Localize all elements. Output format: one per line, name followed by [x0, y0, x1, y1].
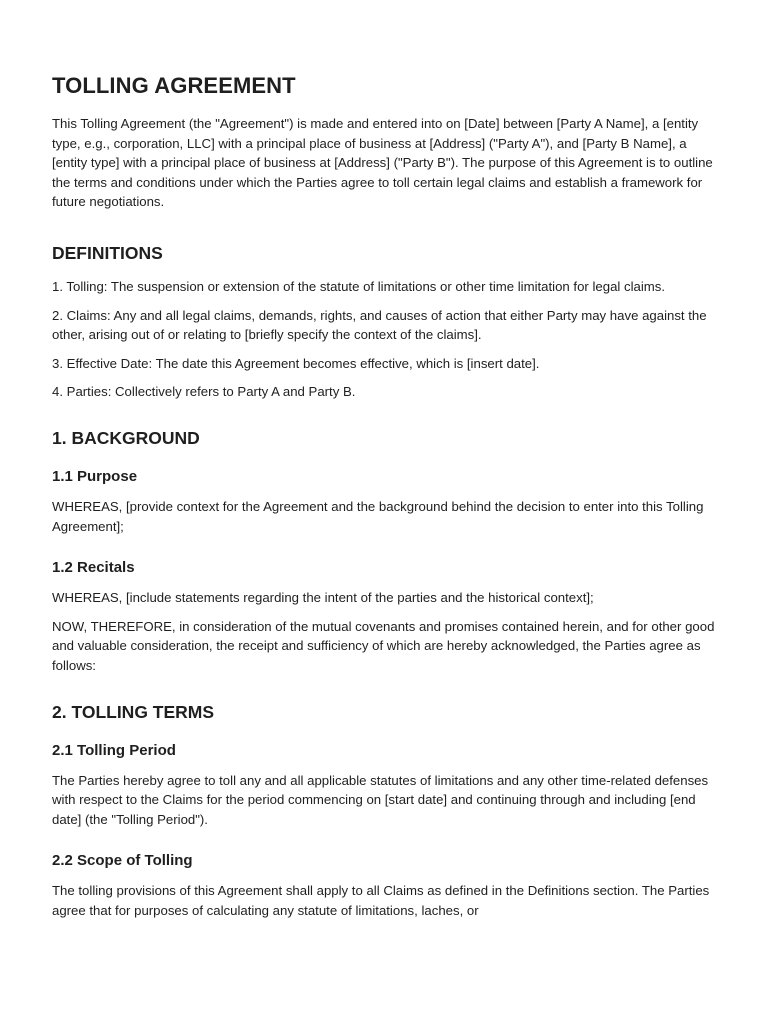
definitions-heading: DEFINITIONS [52, 242, 163, 263]
tolling-terms-heading: 2. TOLLING TERMS [52, 701, 215, 722]
definition-item: 2. Claims: Any and all legal claims, demands, rights, and causes of action that either Party may have against the other, arising out of or relating to [briefly specify the context of the claims]. [52, 307, 707, 343]
recitals-heading: 1.2 Recitals [52, 559, 135, 577]
scope-heading: 2.2 Scope of Tolling [52, 852, 193, 870]
scope-paragraph: The tolling provisions of this Agreement shall apply to all Claims as defined in the Definitions section. The Parties agree that for purposes of calculating any statute of limitations, laches, or [52, 883, 710, 918]
definition-item: 4. Parties: Collectively refers to Party A and Party B. [52, 384, 356, 400]
tolling-period-paragraph: The Parties hereby agree to toll any and all applicable statutes of limitations and any other time-related defenses with respect to the Claims for the period commencing on [start date] and continuing through and including [end date] (the "Tolling Period"). [52, 772, 709, 827]
tolling-period-heading: 2.1 Tolling Period [52, 741, 176, 759]
recitals-paragraph: WHEREAS, [include statements regarding the intent of the parties and the historical context]; [52, 590, 594, 606]
document-title: TOLLING AGREEMENT [52, 73, 296, 98]
purpose-paragraph: WHEREAS, [provide context for the Agreement and the background behind the decision to enter into this Tolling Agreement]; [52, 498, 704, 534]
recitals-paragraph: NOW, THEREFORE, in consideration of the mutual covenants and promises contained herein, and for other good and valuable consideration, the receipt and sufficiency of which are hereby acknowledged, the Parties agree as follows: [52, 618, 715, 673]
purpose-heading: 1.1 Purpose [52, 467, 138, 485]
intro-paragraph: This Tolling Agreement (the "Agreement") is made and entered into on [Date] between [Party A Name], a [entity type, e.g., corporation, LLC] with a principal place of business at [Address] ("Party A"), and [Party B Name], a [entity type] with a principal place of business at [Address] ("Party B"). The purpose of this Agreement is to outline the terms and conditions under which the Parties agree to toll certain legal claims and establish a framework for future negotiations. [52, 116, 713, 210]
definition-item: 3. Effective Date: The date this Agreement becomes effective, which is [insert date]. [52, 355, 540, 371]
background-heading: 1. BACKGROUND [52, 427, 200, 448]
definition-item: 1. Tolling: The suspension or extension of the statute of limitations or other time limitation for legal claims. [52, 278, 666, 294]
